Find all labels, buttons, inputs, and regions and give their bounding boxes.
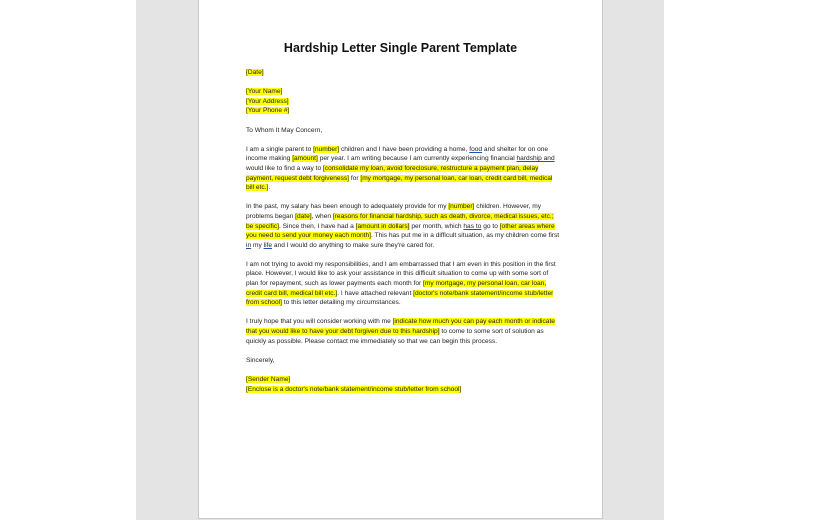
p2-placeholder: [reasons for financial hardship, such as death, divorce, medical issues, etc.; be specific] [246,212,554,230]
p2-placeholder: [date] [295,212,312,220]
p4-text: to come to some sort of solution as quickly as possible. Please contact me immediately so that we can begin this process. [246,328,544,345]
p2-flagged-word: in [246,241,252,249]
p2-text: go to [481,222,500,230]
sender-address-block [246,87,561,116]
your-phone-placeholder: [Your Phone #] [246,107,290,115]
document-title: Hardship Letter Single Parent Template [283,41,518,55]
p3-text: to this letter detailing my circumstances. [281,299,401,307]
p2-text: . Since then, I have had a [279,222,356,230]
paragraph-3 [246,260,561,308]
your-name-placeholder: [Your Name] [246,88,283,96]
letter-body [246,68,561,404]
date-placeholder: [Date] [246,69,264,76]
p1-text: and shelter for on one income making [246,145,549,163]
p1-placeholder: [consolidate my loan, avoid foreclosure, restructure a payment plan, delay payment, request debt forgiveness] [246,164,539,182]
p2-text: children. However, my problems began [246,203,542,220]
p3-text: I am not trying to avoid my responsibilities, and I am embarrassed that I am even in this position in the first place. However, I would like to ask your assistance in this difficult situation to come up with some sort of plan for repayment, such as lower payments each month for [246,260,556,288]
paragraph-1 [246,145,561,193]
p1-text: . [268,184,271,192]
p1-placeholder: [my mortgage, my personal loan, car loan, credit card bill, medical bill etc.] [246,174,553,192]
p2-placeholder: [number] [448,203,475,211]
p3-placeholder: [doctor's note/bank statement/income stub/letter from school] [246,289,554,307]
p1-flagged-word: hardship and [516,155,555,163]
paragraph-2 [246,202,561,250]
your-address-placeholder: [Your Address] [246,97,289,105]
p1-placeholder: [number] [313,145,340,153]
p2-text: per month, which [409,222,464,230]
salutation: To Whom It May Concern, [246,126,323,134]
p3-text: . I have attached relevant [337,289,414,297]
p3-placeholder: [my mortgage, my personal loan, car loan, credit card bill, medical bill etc.] [246,280,547,297]
p2-text: In the past, my salary has been enough to adequately provide for my [246,203,449,211]
p4-placeholder: [indicate how much you can pay each month or indicate that you would like to have your debt forgiven due to this hardship] [246,318,555,336]
p1-placeholder: [amount] [292,155,318,163]
p2-flagged-word: life [263,241,273,249]
sender-name-placeholder: [Sender Name] [246,376,291,383]
signature-block [246,375,561,394]
enclosure-placeholder: [Enclose is a doctor's note/bank statement/income stub/letter from school] [246,385,462,393]
p2-placeholder: [amount in dollars] [355,222,410,230]
p1-text: I am a single parent to [246,145,314,153]
header-block [246,68,561,78]
document-viewer [136,0,664,520]
p1-text: children and I have been providing a home, [339,145,470,153]
p1-text: per year. I am writing because I am currently experiencing financial [317,155,517,163]
p1-text: would like to find a way to [246,164,323,172]
p1-flagged-word: food [469,145,483,153]
p2-text: , when [311,212,333,220]
p2-placeholder: [other areas where you need to send your money each month] [246,222,555,240]
p1-text: for [349,174,361,182]
closing: Sincerely, [246,356,275,364]
paragraph-4 [246,317,561,346]
p4-text: I truly hope that you will consider working with me [246,318,393,326]
p2-text: my [251,241,264,249]
p2-flagged-word: has to [463,222,482,230]
p2-text: . This has put me in a difficult situation, as my children come first [371,232,560,240]
document-page [198,0,603,519]
p2-text: and I would do anything to make sure they're cared for. [272,241,435,249]
